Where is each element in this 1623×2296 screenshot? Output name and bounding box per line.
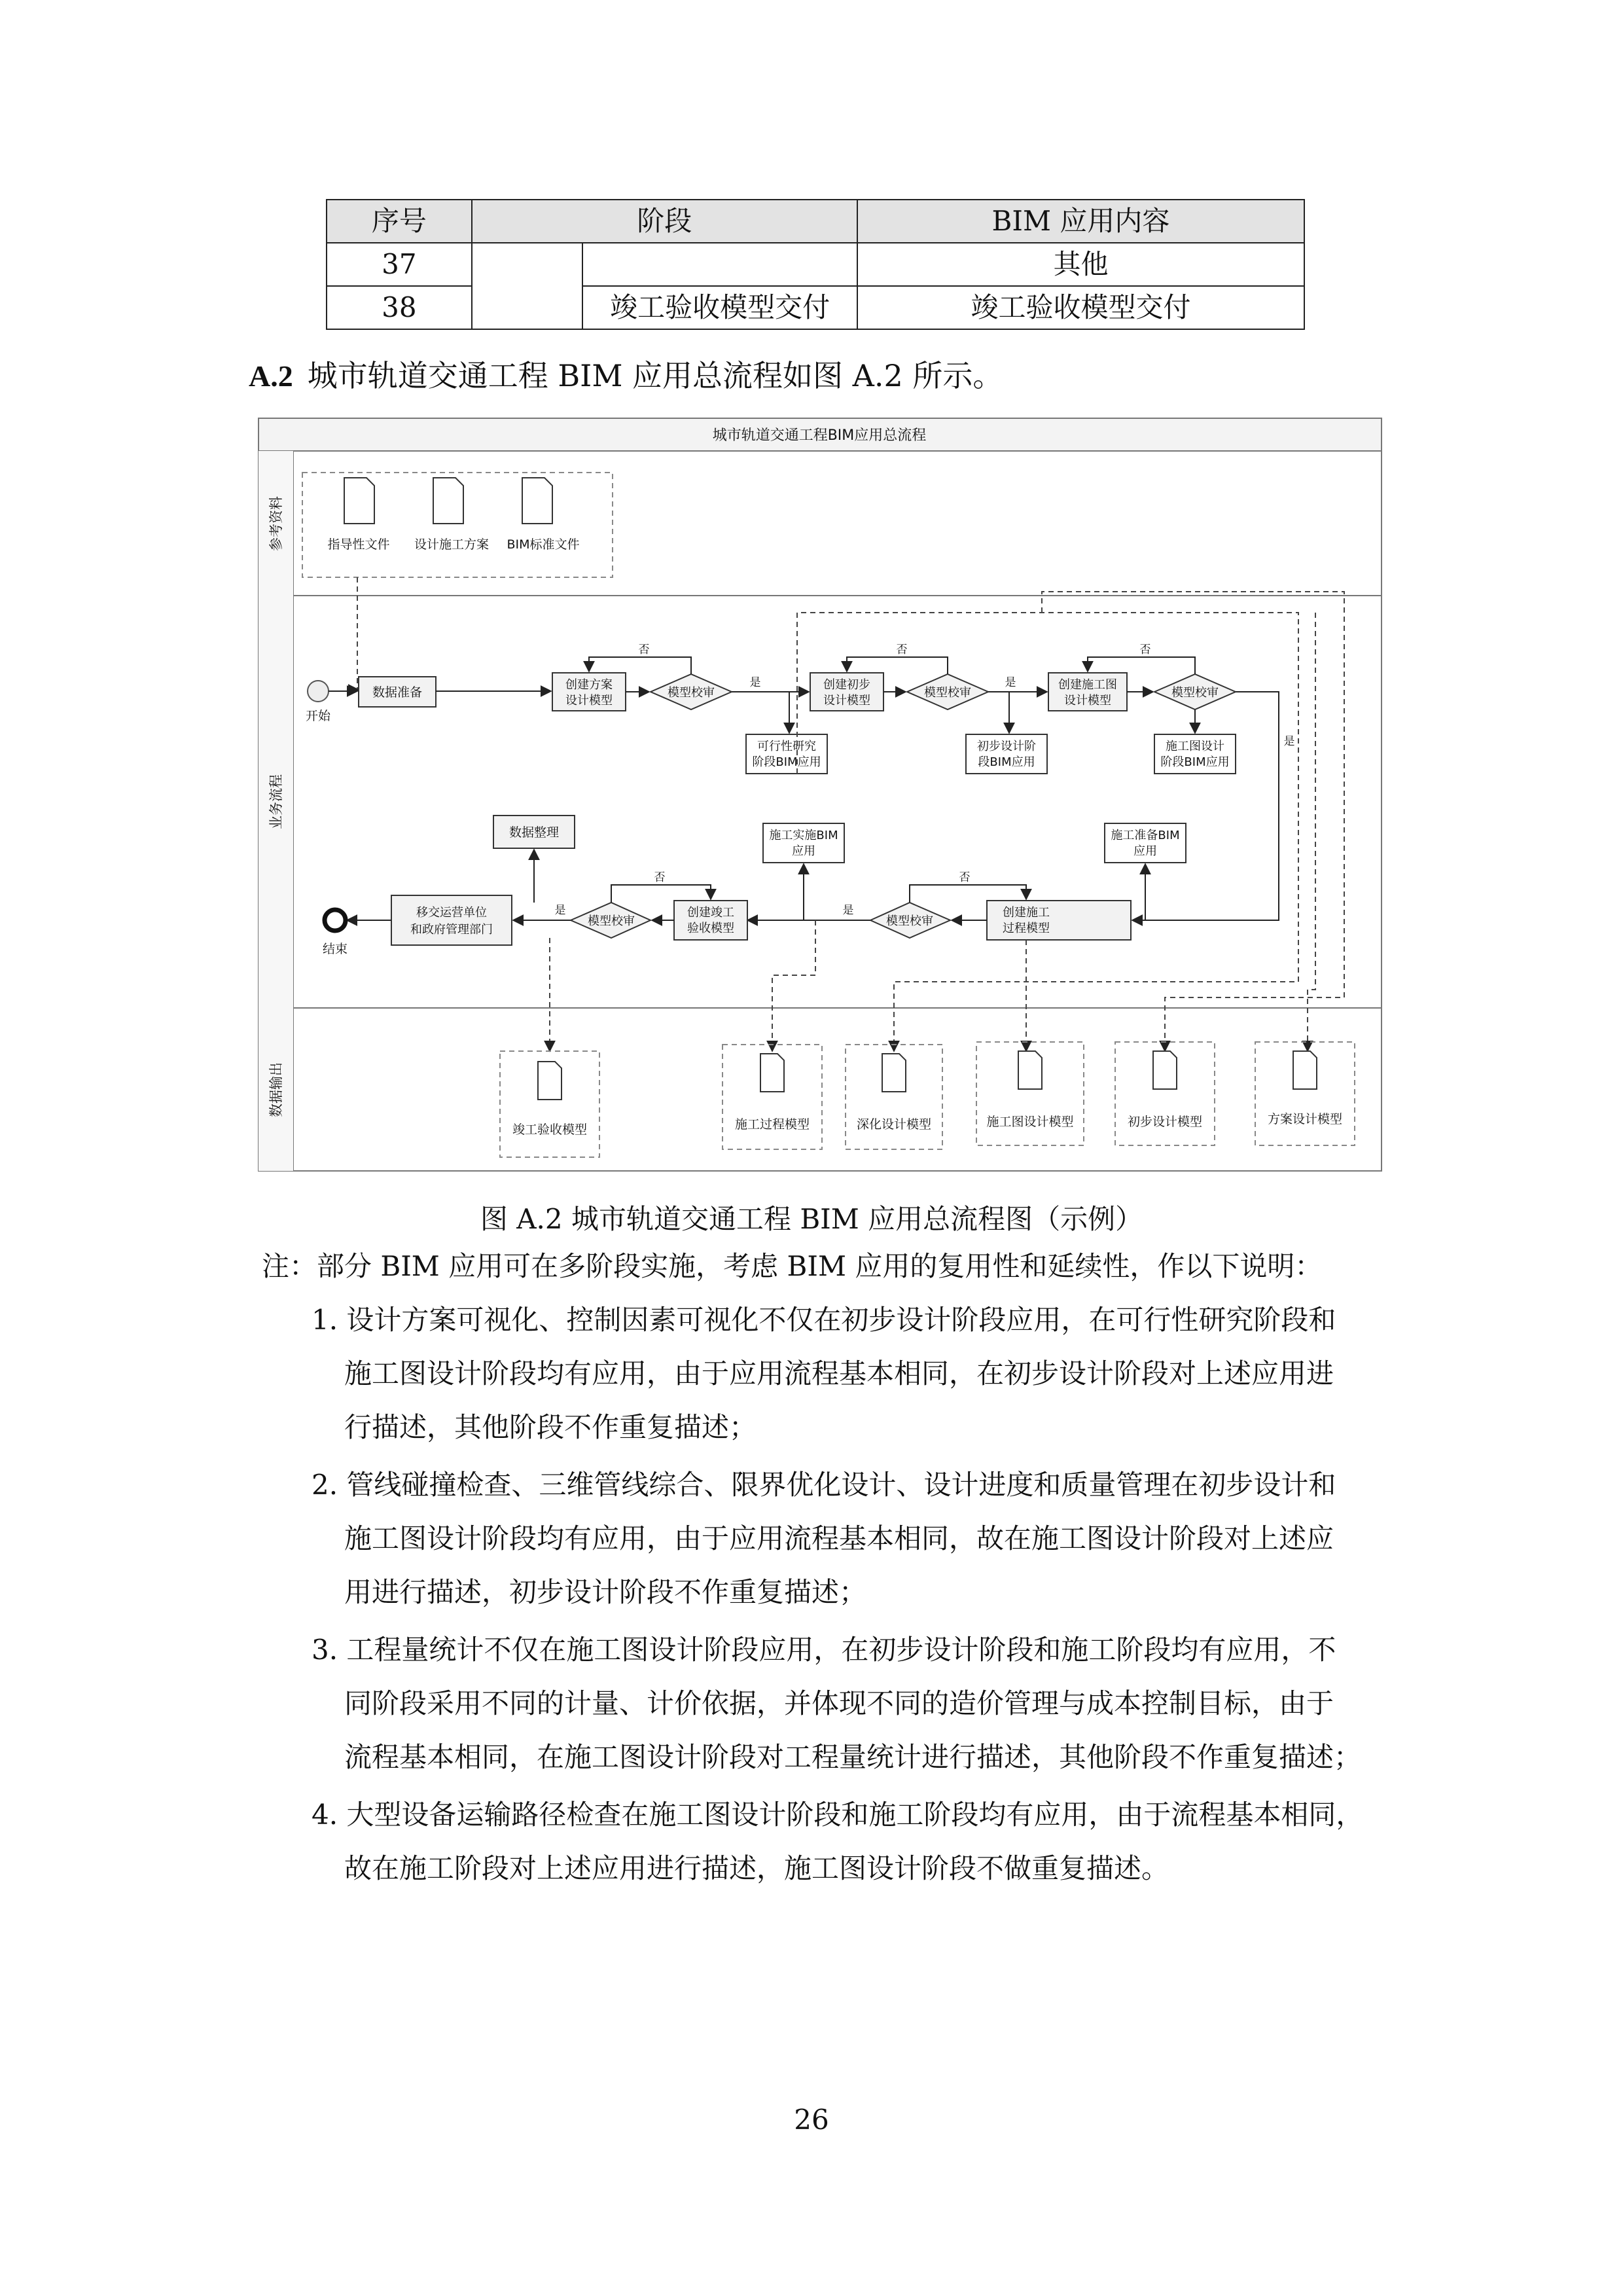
ref-doc-label: 设计施工方案	[414, 537, 490, 552]
ref-doc-label: BIM标准文件	[507, 537, 580, 552]
feasibility-bim-label: 可行性研究	[757, 740, 816, 753]
row-no: 38	[327, 286, 472, 329]
construction-prep-label: 应用	[1133, 844, 1157, 858]
no-label: 否	[959, 871, 971, 884]
no-label: 否	[638, 643, 650, 656]
construction-prep-label: 施工准备BIM	[1111, 829, 1180, 842]
review-label: 模型校审	[924, 686, 971, 700]
construction-impl-label: 应用	[792, 844, 815, 858]
output-label: 施工过程模型	[734, 1117, 810, 1132]
create-drawing-label: 设计模型	[1064, 694, 1111, 708]
create-prelim-label: 设计模型	[823, 694, 870, 708]
create-drawing-label: 创建施工图	[1058, 678, 1117, 692]
create-process-label: 创建施工	[1003, 906, 1050, 920]
row-content: 其他	[857, 243, 1304, 286]
review-label: 模型校审	[886, 914, 933, 928]
drawing-bim-label: 施工图设计	[1166, 740, 1224, 753]
create-scheme-label: 创建方案	[565, 678, 613, 692]
construction-impl-label: 施工实施BIM	[769, 829, 838, 842]
row-stage-blank	[472, 243, 583, 329]
feasibility-bim-label: 阶段BIM应用	[752, 755, 821, 769]
flowchart-figure	[258, 418, 1382, 1172]
flowchart-svg	[258, 418, 1382, 1172]
list-item-line: 3. 工程量统计不仅在施工图设计阶段应用，在初步设计阶段和施工阶段均有应用，不	[312, 1634, 1336, 1666]
create-completion-label: 验收模型	[687, 922, 734, 935]
list-item-line: 同阶段采用不同的计量、计价依据，并体现不同的造价管理与成本控制目标，由于	[344, 1687, 1334, 1719]
output-label: 竣工验收模型	[512, 1122, 588, 1137]
review-label: 模型校审	[1171, 686, 1219, 700]
section-text: 城市轨道交通工程 BIM 应用总流程如图 A.2 所示。	[307, 358, 1003, 393]
figure-title: 城市轨道交通工程BIM应用总流程	[712, 427, 927, 444]
prelim-bim-label: 段BIM应用	[978, 755, 1035, 769]
data-organize-label: 数据整理	[508, 825, 560, 840]
prelim-bim-label: 初步设计阶	[977, 740, 1036, 753]
yes-label: 是	[749, 676, 761, 689]
start-label: 开始	[305, 709, 331, 723]
doc-icon	[522, 478, 552, 524]
section-number: A.2	[249, 359, 293, 393]
doc-icon	[433, 478, 463, 524]
doc-icon	[344, 478, 374, 524]
ref-doc-label: 指导性文件	[327, 537, 390, 552]
page-number: 26	[794, 2104, 829, 2136]
header-stage: 阶段	[472, 200, 857, 243]
lane-label-output: 数据输出	[268, 1062, 284, 1117]
end-label: 结束	[322, 942, 348, 956]
review-label: 模型校审	[668, 686, 715, 700]
yes-label: 是	[842, 904, 854, 917]
table-header-row	[327, 200, 1304, 243]
header-content: BIM 应用内容	[857, 200, 1304, 243]
no-label: 否	[896, 643, 908, 656]
end-node	[325, 910, 346, 931]
no-label: 否	[1139, 643, 1151, 656]
review-label: 模型校审	[588, 914, 635, 928]
output-label: 方案设计模型	[1267, 1112, 1343, 1126]
yes-label: 是	[1005, 676, 1016, 689]
note-text: 注：部分 BIM 应用可在多阶段实施，考虑 BIM 应用的复用性和延续性，作以下说明：	[262, 1250, 1323, 1282]
yes-label: 是	[554, 904, 566, 917]
data-prep-label: 数据准备	[372, 685, 423, 700]
list-item-line: 流程基本相同，在施工图设计阶段对工程量统计进行描述，其他阶段不作重复描述；	[344, 1741, 1362, 1773]
list-item-line: 行描述，其他阶段不作重复描述；	[344, 1411, 757, 1443]
list-item-line: 1. 设计方案可视化、控制因素可视化不仅在初步设计阶段应用，在可行性研究阶段和	[312, 1304, 1336, 1336]
lane-label-reference: 参考资料	[268, 496, 284, 551]
output-label: 施工图设计模型	[986, 1115, 1074, 1129]
output-label: 深化设计模型	[856, 1117, 932, 1132]
create-process-label: 过程模型	[1003, 922, 1050, 935]
list-item-line: 用进行描述，初步设计阶段不作重复描述；	[344, 1576, 867, 1608]
handover-label: 移交运营单位	[416, 906, 487, 920]
list-item-line: 施工图设计阶段均有应用，由于应用流程基本相同，在初步设计阶段对上述应用进	[344, 1357, 1334, 1390]
row-no: 37	[327, 243, 472, 286]
header-no: 序号	[327, 200, 472, 243]
start-node	[308, 681, 329, 702]
create-completion-label: 创建竣工	[687, 906, 734, 920]
row-stage: 竣工验收模型交付	[582, 286, 857, 329]
list-item-line: 施工图设计阶段均有应用，由于应用流程基本相同，故在施工图设计阶段对上述应	[344, 1522, 1334, 1554]
handover-label: 和政府管理部门	[410, 923, 493, 937]
stage-table	[326, 199, 1305, 330]
figure-caption: 图 A.2 城市轨道交通工程 BIM 应用总流程图（示例）	[480, 1203, 1143, 1235]
yes-label: 是	[1283, 735, 1295, 748]
create-prelim-label: 创建初步	[823, 678, 870, 692]
table-row	[327, 243, 1304, 286]
no-label: 否	[654, 871, 666, 884]
row-content: 竣工验收模型交付	[857, 286, 1304, 329]
row-stage	[582, 243, 857, 286]
lane-label-business: 业务流程	[268, 774, 284, 829]
list-item-line: 4. 大型设备运输路径检查在施工图设计阶段和施工阶段均有应用，由于流程基本相同，	[312, 1799, 1364, 1831]
create-scheme-label: 设计模型	[565, 694, 613, 708]
list-item-line: 2. 管线碰撞检查、三维管线综合、限界优化设计、设计进度和质量管理在初步设计和	[312, 1469, 1336, 1501]
section-heading	[249, 352, 1003, 395]
output-label: 初步设计模型	[1127, 1115, 1203, 1129]
drawing-bim-label: 阶段BIM应用	[1160, 755, 1230, 769]
list-item-line: 故在施工阶段对上述应用进行描述，施工图设计阶段不做重复描述。	[344, 1852, 1169, 1884]
